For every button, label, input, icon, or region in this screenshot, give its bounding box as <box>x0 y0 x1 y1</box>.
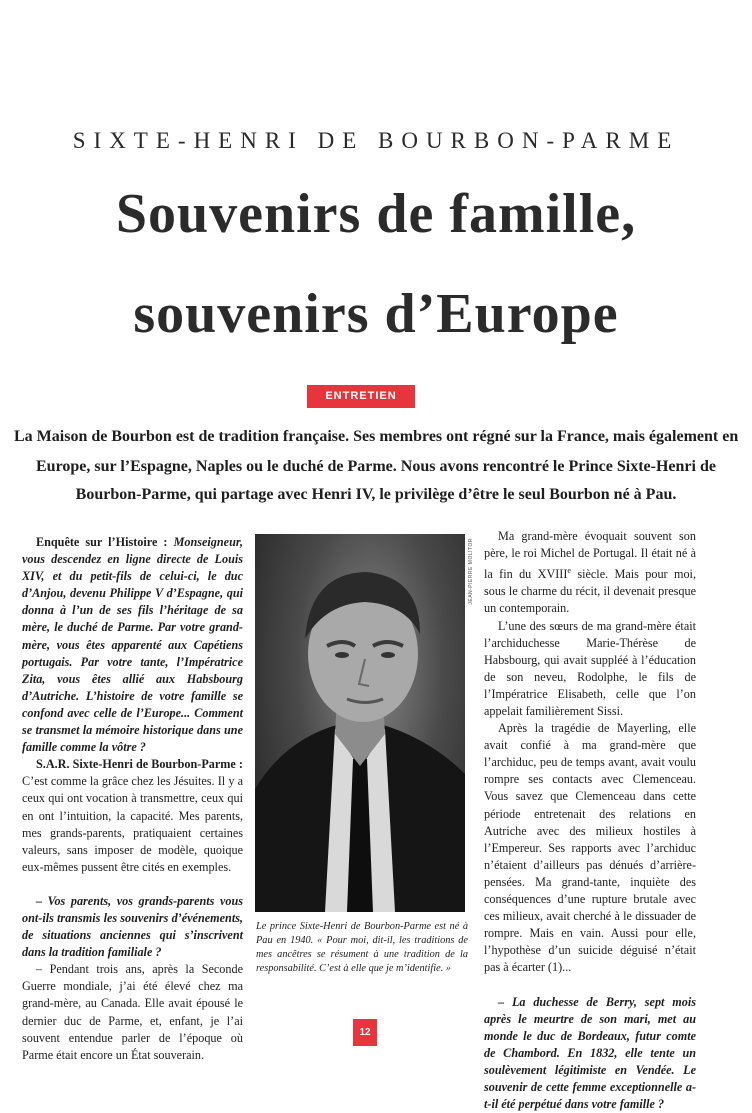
paragraph <box>484 528 696 618</box>
question-text: Monseigneur, vous descendez en ligne directe de Louis XIV, et du petit-fils de celui-ci, le duc d’Anjou, devenu Philippe V d’Espagne, qui donna à l’un de ses fils l’héritage de sa mère, le duché de Parme. Par votre grand-mère, vous êtes apparenté aux Capétiens portugais. Par votre tante, l’Impératrice Zita, vous êtes allié aux Habsbourg d’Autriche. L’histoire de votre famille se confond avec celle de l’Europe... Comment se transmet la mémoire historique dans une famille comme la vôtre ? <box>22 535 243 754</box>
column-left <box>22 534 243 1064</box>
section-badge: ENTRETIEN <box>307 385 415 408</box>
paragraph: Après la tragédie de Mayerling, elle avait confié à ma grand-mère que l’archiduc, peu de temps avant, avait voulu rompre ses contacts avec Clemenceau. Vous savez que Clemenceau dans cette période entretenait des relations en Autriche avec des milieux hostiles à l’Empereur. Ses rapports avec l’archiduc n’étaient d’ailleurs pas dénués d’arrière-pensées. Ma grand-tante, inquiète des conséquences d’une rupture brutale avec ces milieux, avait cherché à le dissuader de rompre. Mais en vain. Aussi pour elle, l’hypothèse d’un suicide déguisé n’était pas à écarter (1)... <box>484 720 696 976</box>
article-title-line2: souvenirs d’Europe <box>10 282 742 346</box>
intro-line: Europe, sur l’Espagne, Naples ou le duché de Parme. Nous avons rencontré le Prince Sixte-Henri de <box>14 458 738 476</box>
answer-1 <box>22 756 243 876</box>
author-kicker: SIXTE-HENRI DE BOURBON-PARME <box>20 128 732 154</box>
intro-line: Bourbon-Parme, qui partage avec Henri IV, le privilège d’être le seul Bourbon né à Pau. <box>14 486 738 504</box>
paragraph-text: Ma grand-mère évoquait souvent son père, le roi Michel de Portugal. Il était né à la fin du XVIII <box>484 529 696 581</box>
question-3: – La duchesse de Berry, sept mois après le meurtre de son mari, met au monde le duc de Bordeaux, futur comte de Chambord. En 1832, elle tente un soulèvement légitimiste en Vendée. Le souvenir de cette femme exceptionnelle a-t-il été perpétué dans votre famille ? <box>484 994 696 1113</box>
question-2: – Vos parents, vos grands-parents vous ont-ils transmis les souvenirs d’événements, de situations anciennes qui s’inscrivent dans la tradition familiale ? <box>22 893 243 961</box>
photo-credit: JEAN-PIERRE MOLITOR <box>468 538 478 605</box>
photo-caption: Le prince Sixte-Henri de Bourbon-Parme est né à Pau en 1940. « Pour moi, dit-il, les traditions de mes ancêtres se résument à une tradition de la responsabilité. C’est à elle que je m’identifie. » <box>256 920 468 976</box>
question-1 <box>22 534 243 756</box>
answer-2: – Pendant trois ans, après la Seconde Guerre mondiale, j’ai été élevé chez ma grand-mère, au Canada. Elle avait épousé le dernier duc de Parme, et, enfant, je l’ai souvent entendue parler de l’époque où Parme était encore un État souverain. <box>22 961 243 1064</box>
paragraph: L’une des sœurs de ma grand-mère était l’archiduchesse Marie-Thérèse de Habsbourg, qui avait suppléé à l’éducation de son neveu, Rodolphe, le fils de l’Impératrice Elisabeth, celle que l’on appelait familièrement Sissi. <box>484 618 696 721</box>
superscript: e <box>567 566 571 575</box>
paragraph-text: siècle. Mais pour moi, sous le charme du récit, il devenait presque un contemporain. <box>484 567 696 615</box>
page-number: 12 <box>353 1019 377 1046</box>
intro-line: La Maison de Bourbon est de tradition française. Ses membres ont régné sur la France, mais également en <box>14 428 738 446</box>
question-label: Enquête sur l’Histoire : <box>36 535 174 549</box>
answer-label: S.A.R. Sixte-Henri de Bourbon-Parme : <box>36 757 243 771</box>
article-title-line1: Souvenirs de famille, <box>10 182 742 246</box>
answer-text: C’est comme la grâce chez les Jésuites. Il y a ceux qui ont vocation à transmettre, ceux qui en ont l’intuition, la capacité. Mes parents, mes grands-parents, pratiquaient certaines valeurs, sans imposer de modèle, quoique eux-mêmes pussent être cités en exemples. <box>22 774 243 873</box>
portrait-photo <box>255 534 465 912</box>
column-right <box>484 528 696 1113</box>
